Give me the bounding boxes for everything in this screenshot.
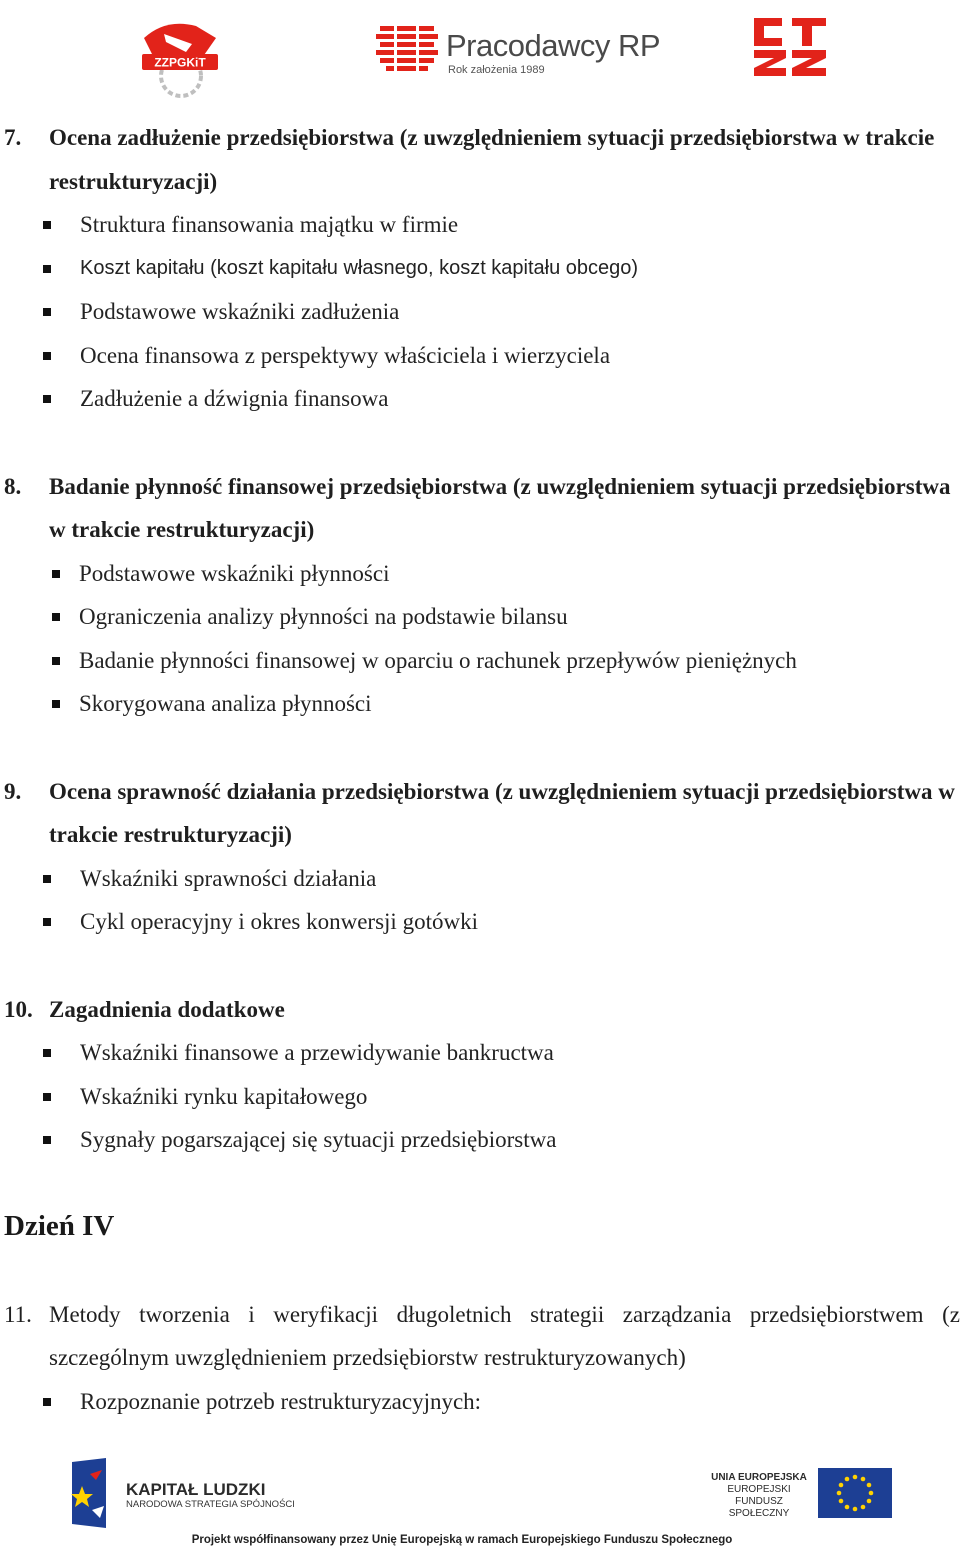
list-item: Struktura finansowania majątku w firmie [0,203,960,247]
section-8 [0,465,960,726]
section-number: 8. [4,473,22,499]
cofinancing-note: Projekt współfinansowany przez Unię Europejską w ramach Europejskiego Funduszu Społecznego [191,1534,733,1546]
bullet-list [0,552,960,726]
list-item: Wskaźniki sprawności działania [0,857,960,901]
day-heading: Dzień IV [4,1209,115,1242]
list-item: Badanie płynności finansowej w oparciu o rachunek przepływów pieniężnych [0,639,960,683]
list-item: Ograniczenia analizy płynności na podstawie bilansu [0,595,960,639]
list-item: Ocena finansowa z perspektywy właściciela i wierzyciela [0,334,960,378]
square-bullet-icon [52,657,60,665]
section-title-text: Ocena sprawność działania przedsiębiorstwa (z uwzględnieniem sytuacji przedsiębiorstwa w trakcie restrukturyzacji) [49,778,955,847]
list-item: Podstawowe wskaźniki płynności [0,552,960,596]
document-body [0,116,960,1467]
square-bullet-icon [52,613,60,621]
section-10 [0,988,960,1162]
square-bullet-icon [43,1049,51,1057]
square-bullet-icon [43,352,51,360]
eu-line-1: UNIA EUROPEJSKA [711,1472,807,1483]
section-title-text: Badanie płynność finansowej przedsiębiorstwa (z uwzględnieniem sytuacji przedsiębiorstwa w trakcie restrukturyzacji) [49,473,951,542]
square-bullet-icon [52,570,60,578]
section-title [0,988,960,1032]
pracodawcy-name: Pracodawcy RP [446,28,661,63]
list-item: Sygnały pogarszającej się sytuacji przedsiębiorstwa [0,1118,960,1162]
square-bullet-icon [43,875,51,883]
square-bullet-icon [43,1398,51,1406]
section-title-text: Zagadnienia dodatkowe [49,996,285,1022]
section-title-text: Metody tworzenia i weryfikacji długoletnich strategii zarządzania przedsiębiorstwem (z szczególnym uwzględnieniem przedsiębiorstw restrukturyzowanych) [49,1301,960,1370]
bullet-list [0,1380,960,1424]
list-item: Rozpoznanie potrzeb restrukturyzacyjnych: [0,1380,960,1424]
bullet-list [0,857,960,944]
square-bullet-icon [43,918,51,926]
dpzz-logo [752,16,828,78]
section-11 [0,1293,960,1424]
kapital-ludzki-name: KAPITAŁ LUDZKI [126,1480,266,1499]
square-bullet-icon [43,308,51,316]
section-number: 11. [4,1301,32,1327]
bullet-list [0,1031,960,1162]
square-bullet-icon [52,700,60,708]
eu-fund-label [706,1472,812,1520]
section-number: 10. [4,996,33,1022]
page-footer [0,1452,960,1548]
pracodawcy-rp-logo [376,20,661,80]
square-bullet-icon [43,265,51,273]
eu-line-3: FUNDUSZ SPOŁECZNY [728,1496,790,1519]
eu-line-2: EUROPEJSKI [727,1484,791,1495]
list-item: Wskaźniki finansowe a przewidywanie bankructwa [0,1031,960,1075]
section-title [0,1293,960,1380]
kapital-ludzki-logo-icon [66,1458,112,1530]
eu-flag-icon [818,1468,892,1518]
zzpgkit-logo [136,18,226,98]
section-7 [0,116,960,421]
section-number: 7. [4,125,22,150]
square-bullet-icon [43,221,51,229]
list-item: Zadłużenie a dźwignia finansowa [0,377,960,421]
square-bullet-icon [43,1136,51,1144]
bullet-list [0,203,960,421]
list-item: Cykl operacyjny i okres konwersji gotówki [0,900,960,944]
section-title [0,770,960,857]
pracodawcy-mark-icon [376,24,438,74]
square-bullet-icon [43,395,51,403]
list-item: Podstawowe wskaźniki zadłużenia [0,290,960,334]
page-header [0,0,960,105]
list-item: Koszt kapitału (koszt kapitału własnego, koszt kapitału obcego) [0,247,960,291]
list-item: Wskaźniki rynku kapitałowego [0,1075,960,1119]
section-9 [0,770,960,944]
pracodawcy-founded: Rok założenia 1989 [448,64,545,76]
zzpgkit-logo-text: ZZPGKiT [154,55,206,70]
kapital-ludzki-sub: NARODOWA STRATEGIA SPÓJNOŚCI [126,1499,295,1510]
section-number: 9. [4,778,22,804]
section-title-text: Ocena zadłużenie przedsiębiorstwa (z uwzględnieniem sytuacji przedsiębiorstwa w trakcie restrukturyzacji) [49,125,935,194]
section-title [0,116,960,203]
list-item: Skorygowana analiza płynności [0,682,960,726]
section-title [0,465,960,552]
square-bullet-icon [43,1093,51,1101]
